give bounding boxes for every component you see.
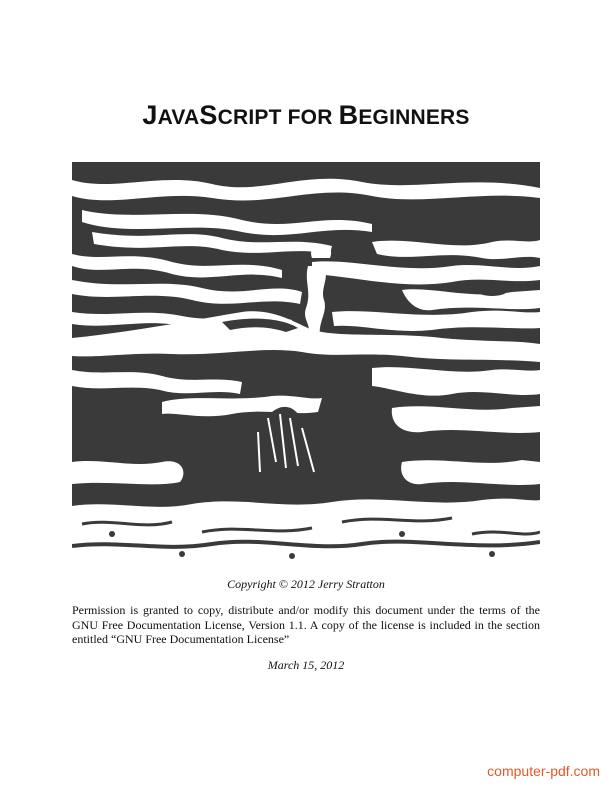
cover-illustration — [72, 162, 540, 564]
title-part: S — [199, 100, 218, 130]
watermark-link[interactable]: computer-pdf.com — [487, 763, 600, 779]
license-paragraph: Permission is granted to copy, distribute and/or modify this document under the terms of the GNU Free Documentation License, Version 1.1. A copy of the license is included in the section entitled “GNU Free Documentation License” — [72, 603, 540, 646]
copyright-line: Copyright © 2012 Jerry Stratton — [227, 577, 385, 591]
title-part: AVA — [157, 106, 200, 129]
title-part: CRIPT FOR — [217, 106, 339, 129]
title-part: B — [338, 100, 359, 130]
publication-date: March 15, 2012 — [267, 658, 345, 672]
volcano-landscape-image — [72, 162, 540, 564]
title-part: EGINNERS — [358, 106, 470, 129]
title-part: J — [142, 100, 158, 130]
document-title — [0, 95, 612, 132]
